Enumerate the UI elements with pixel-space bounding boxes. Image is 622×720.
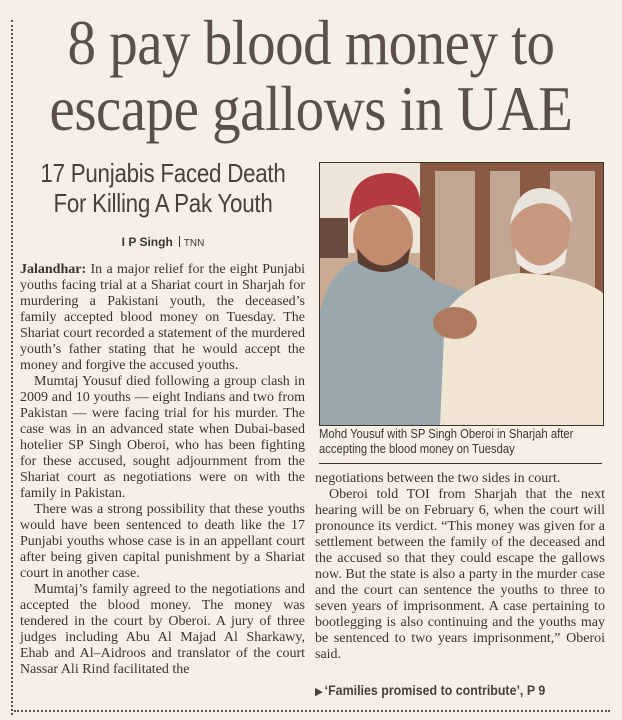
refer-text: ‘Families promised to contribute’, P 9 <box>324 683 546 698</box>
paragraph: Mumtaj’s family agreed to the negotiations and accepted the blood money. The money was tendered in the court by Oberoi. A jury of three judges including Abu Al Majad Al Sharkawy, Ehab and Al–Aidroos and translator of the court Nassar Ali Rind facilitated the <box>20 582 305 677</box>
paragraph: Oberoi told TOI from Sharjah that the next hearing will be on February 6, when the court will pronounce its verdict. “This money was given for a settlement between the family of the deceased and the accused so that they could escape the gallows now. But the state is also a party in the murder case and the court can sentence the youths to three to seven years of imprisonment. A case pertaining to bootlegging is also continuing and the youths may be sentenced to two years imprisonment,” Oberoi said. <box>315 487 605 662</box>
subheadline <box>38 158 287 218</box>
byline-agency: TNN <box>183 238 205 249</box>
article-body-right-column <box>315 471 605 663</box>
photo-illustration <box>320 163 603 425</box>
paragraph: Mumtaj Yousuf died following a group clash in 2009 and 10 youths — eight Indians and two from Pakistan — were facing trial for his murder. The case was in an advanced state when Dubai-based hotelier SP Singh Oberoi, who has been fighting for these accused, sought adjournment from the Shariat court as negotiations were on with the family in Pakistan. <box>20 374 305 501</box>
article-body-left-column <box>20 262 305 678</box>
man-right-shirt <box>440 273 603 425</box>
page-refer-link[interactable] <box>315 683 591 698</box>
dateline: Jalandhar: <box>20 262 87 277</box>
paragraph: There was a strong possibility that these youths would have been sentenced to death like the 17 Punjabi youths whose case is in an appellant court after being given capital punishment by a Shariat court in another case. <box>20 502 305 581</box>
photo-caption: Mohd Yousuf with SP Singh Oberoi in Sharjah after accepting the blood money on Tuesday <box>319 427 574 456</box>
subheadline-line: 17 Punjabis Faced Death <box>40 158 286 188</box>
paragraph-text: In a major relief for the eight Punjabi youths facing trial at a Shariat court in Sharjah for murdering a Pakistani youth, the deceased’s family accepted blood money on Tuesday. The Shariat court recorded a statement of the murdered youth’s father stating that he would accept the money and forgive the accused youths. <box>20 262 305 373</box>
news-photo <box>319 162 604 426</box>
caption-rule <box>319 463 602 464</box>
byline <box>18 235 308 249</box>
headline-line: 8 pay blood money to <box>67 7 555 79</box>
paragraph: negotiations between the two sides in court. <box>315 471 561 486</box>
byline-separator <box>179 236 180 247</box>
byline-author: I P Singh <box>121 235 173 249</box>
handshake <box>433 307 477 339</box>
bottom-divider-dotted <box>14 710 610 712</box>
headline <box>0 7 622 145</box>
subheadline-line: For Killing A Pak Youth <box>53 188 273 218</box>
headline-line: escape gallows in UAE <box>49 73 573 145</box>
triangle-right-icon: ▶ <box>315 686 323 698</box>
paragraph <box>20 262 305 374</box>
picture-frame <box>320 218 348 258</box>
